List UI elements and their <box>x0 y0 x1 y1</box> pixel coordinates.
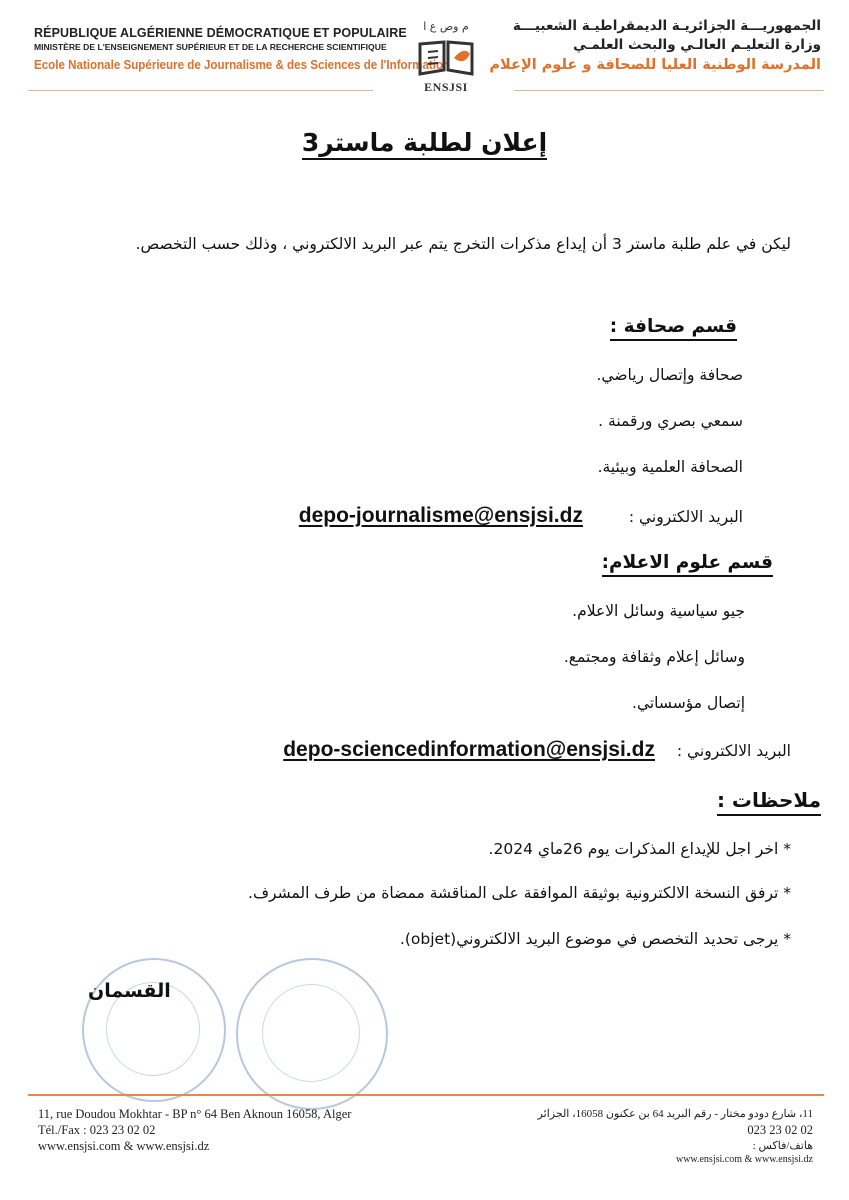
information-item: جيو سياسية وسائل الاعلام. <box>572 602 745 620</box>
logo-brand: ENSJSI <box>424 80 468 94</box>
information-heading-text: قسم علوم الاعلام: <box>602 552 773 577</box>
header-republic-ar: الجمهوريـــة الجزائريـة الديمقراطيـة الشعبيـــة <box>512 18 821 34</box>
journalism-email-row <box>299 504 743 528</box>
note-item: * يرجى تحديد التخصص في موضوع البريد الالكتروني(objet). <box>399 930 791 948</box>
header-ministry-ar: وزارة التعليـم العالـي والبحث العلمـي <box>573 37 821 53</box>
header-french-block <box>34 26 451 72</box>
school-logo <box>404 20 494 100</box>
footer-phone-label-ar: هاتف/فاكس : <box>752 1140 813 1152</box>
header-republic-fr: RÉPUBLIQUE ALGÉRIENNE DÉMOCRATIQUE ET POPULAIRE <box>34 26 407 40</box>
footer-phone-fr: Tél./Fax : 023 23 02 02 <box>38 1123 156 1137</box>
journalism-item: سمعي بصري ورقمنة . <box>598 412 743 430</box>
journalism-item: الصحافة العلمية وبيئية. <box>597 458 743 476</box>
information-email-label: البريد الالكتروني : <box>676 742 791 760</box>
footer-address-ar: 11، شارع دودو مختار - رقم البريد 64 بن عكنون 16058، الجزائر <box>537 1108 813 1120</box>
footer-french-contact <box>38 1106 351 1154</box>
notes-heading-text: ملاحظات : <box>717 788 821 816</box>
intro-paragraph: ليكن في علم طلبة ماستر 3 أن إيداع مذكرات التخرج يتم عبر البريد الالكتروني ، وذلك حسب التخصص. <box>135 235 791 253</box>
footer-website-fr[interactable]: www.ensjsi.com & www.ensjsi.dz <box>38 1139 210 1153</box>
journalism-section-heading <box>610 316 737 337</box>
header-school-fr: Ecole Nationale Supérieure de Journalisme & des Sciences de l'Information <box>34 58 451 72</box>
logo-book-icon <box>414 36 478 80</box>
journalism-heading-text: قسم صحافة : <box>610 316 737 341</box>
journalism-item: صحافة وإتصال رياضي. <box>596 366 743 384</box>
logo-tagline: م وص ع ا <box>423 20 469 33</box>
information-email-link[interactable]: depo-sciencedinformation@ensjsi.dz <box>283 738 655 761</box>
journalism-email-label: البريد الالكتروني : <box>628 508 743 526</box>
header-divider-right <box>514 90 824 91</box>
information-item: وسائل إعلام وثقافة ومجتمع. <box>563 648 745 666</box>
note-item: * ترفق النسخة الالكترونية بوثيقة الموافقة على المناقشة ممضاة من طرف المشرف. <box>248 884 791 902</box>
journalism-email-link[interactable]: depo-journalisme@ensjsi.dz <box>298 504 583 527</box>
footer-website-ar[interactable]: www.ensjsi.com & www.ensjsi.dz <box>675 1154 813 1165</box>
header-school-ar: المدرسة الوطنية العليا للصحافة و علوم الإعلام <box>489 57 821 73</box>
footer-arabic-contact <box>538 1106 813 1166</box>
header-divider-left <box>28 90 373 91</box>
information-email-row <box>283 738 791 762</box>
information-item: إتصال مؤسساتي. <box>632 694 745 712</box>
information-section-heading <box>602 552 773 573</box>
stamp-inner-ring <box>262 984 360 1082</box>
note-item: * اخر اجل للإيداع المذكرات يوم 26ماي 2024. <box>488 840 791 858</box>
page-title-text: إعلان لطلبة ماستر3 <box>302 128 547 160</box>
footer-divider <box>28 1094 824 1096</box>
page-title <box>200 128 649 157</box>
footer-address-fr: 11, rue Doudou Mokhtar - BP n° 64 Ben Aknoun 16058, Alger <box>38 1107 352 1121</box>
official-stamp-right <box>236 958 388 1110</box>
notes-heading <box>717 788 821 812</box>
footer-phone-ar: 023 23 02 02 <box>747 1123 813 1137</box>
header-arabic-block <box>491 18 821 73</box>
signature-label: القسمان <box>88 980 171 1002</box>
header-ministry-fr: MINISTÈRE DE L'ENSEIGNEMENT SUPÉRIEUR ET DE LA RECHERCHE SCIENTIFIQUE <box>34 42 387 52</box>
